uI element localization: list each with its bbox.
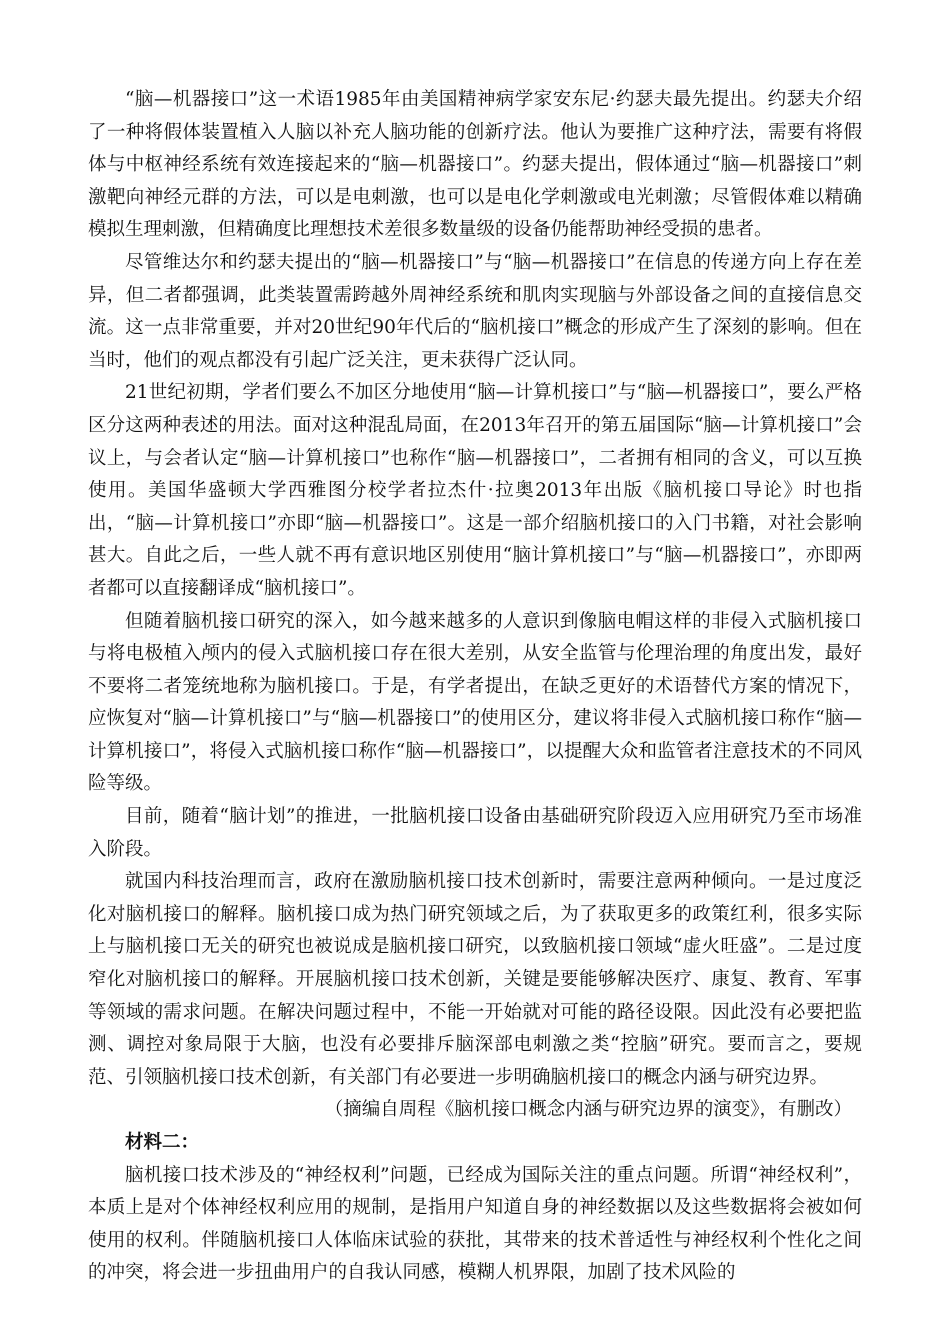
- paragraph-neuro-rights: 脑机接口技术涉及的“神经权利”问题，已经成为国际关注的重点问题。所谓“神经权利”，本质上是对个体神经权利应用的规制，是指用户知道自身的神经数据以及这些数据将会被如何使用的权利。伴随脑机接口人体临床试验的获批，其带来的技术普适性与神经权利个性化之间的冲突，将会进一步扭曲用户的自我认同感，模糊人机界限，加剧了技术风险的: [88, 1164, 862, 1284]
- paragraph-direction-difference: 尽管维达尔和约瑟夫提出的“脑—机器接口”与“脑—机器接口”在信息的传递方向上存在差异，但二者都强调，此类装置需跨越外周神经系统和肌肉实现脑与外部设备之间的直接信息交流。这一点非常重要，并对20世纪90年代后的“脑机接口”概念的形成产生了深刻的影响。但在当时，他们的观点都没有引起广泛关注，更未获得广泛认同。: [88, 251, 862, 371]
- paragraph-brain-plan: 目前，随着“脑计划”的推进，一批脑机接口设备由基础研究阶段迈入应用研究乃至市场准入阶段。: [88, 806, 862, 860]
- paragraph-early-21st-century: 21世纪初期，学者们要么不加区分地使用“脑—计算机接口”与“脑—机器接口”，要么严格区分这两种表述的用法。面对这种混乱局面，在2013年召开的第五届国际“脑—计算机接口”会议上，与会者认定“脑—计算机接口”也称作“脑—机器接口”，二者拥有相同的含义，可以互换使用。美国华盛顿大学西雅图分校学者拉杰什·拉奥2013年出版《脑机接口导论》时也指出，“脑—计算机接口”亦即“脑—机器接口”。这是一部介绍脑机接口的入门书籍，对社会影响甚大。自此之后，一些人就不再有意识地区别使用“脑计算机接口”与“脑—机器接口”，亦即两者都可以直接翻译成“脑机接口”。: [88, 382, 862, 599]
- paragraph-term-origin: “脑—机器接口”这一术语1985年由美国精神病学家安东尼·约瑟夫最先提出。约瑟夫介绍了一种将假体装置植入人脑以补充人脑功能的创新疗法。他认为要推广这种疗法，需要有将假体与中枢神经系统有效连接起来的“脑—机器接口”。约瑟夫提出，假体通过“脑—机器接口”刺激靶向神经元群的方法，可以是电刺激，也可以是电化学刺激或电光刺激；尽管假体难以精确模拟生理刺激，但精确度比理想技术差很多数量级的设备仍能帮助神经受损的患者。: [88, 89, 862, 241]
- source-citation: （摘编自周程《脑机接口概念内涵与研究边界的演变》，有删改）: [324, 1099, 852, 1121]
- document-page: [88, 84, 862, 1290]
- material-two-heading: 材料二：: [125, 1132, 200, 1153]
- paragraph-research-deepening: 但随着脑机接口研究的深入，如今越来越多的人意识到像脑电帽这样的非侵入式脑机接口与将电极植入颅内的侵入式脑机接口存在很大差别，从安全监管与伦理治理的角度出发，最好不要将二者笼统地称为脑机接口。于是，有学者提出，在缺乏更好的术语替代方案的情况下，应恢复对“脑—计算机接口”与“脑—机器接口”的使用区分，建议将非侵入式脑机接口称作“脑—计算机接口”，将侵入式脑机接口称作“脑—机器接口”，以提醒大众和监管者注意技术的不同风险等级。: [88, 610, 862, 795]
- paragraph-domestic-governance: 就国内科技治理而言，政府在激励脑机接口技术创新时，需要注意两种倾向。一是过度泛化对脑机接口的解释。脑机接口成为热门研究领域之后，为了获取更多的政策红利，很多实际上与脑机接口无关的研究也被说成是脑机接口研究，以致脑机接口领域“虚火旺盛”。二是过度窄化对脑机接口的解释。开展脑机接口技术创新，关键是要能够解决医疗、康复、教育、军事等领域的需求问题。在解决问题过程中，不能一开始就对可能的路径设限。因此没有必要把监测、调控对象局限于大脑，也没有必要排斥脑深部电刺激之类“控脑”研究。要而言之，要规范、引领脑机接口技术创新，有关部门有必要进一步明确脑机接口的概念内涵与研究边界。: [88, 871, 862, 1088]
